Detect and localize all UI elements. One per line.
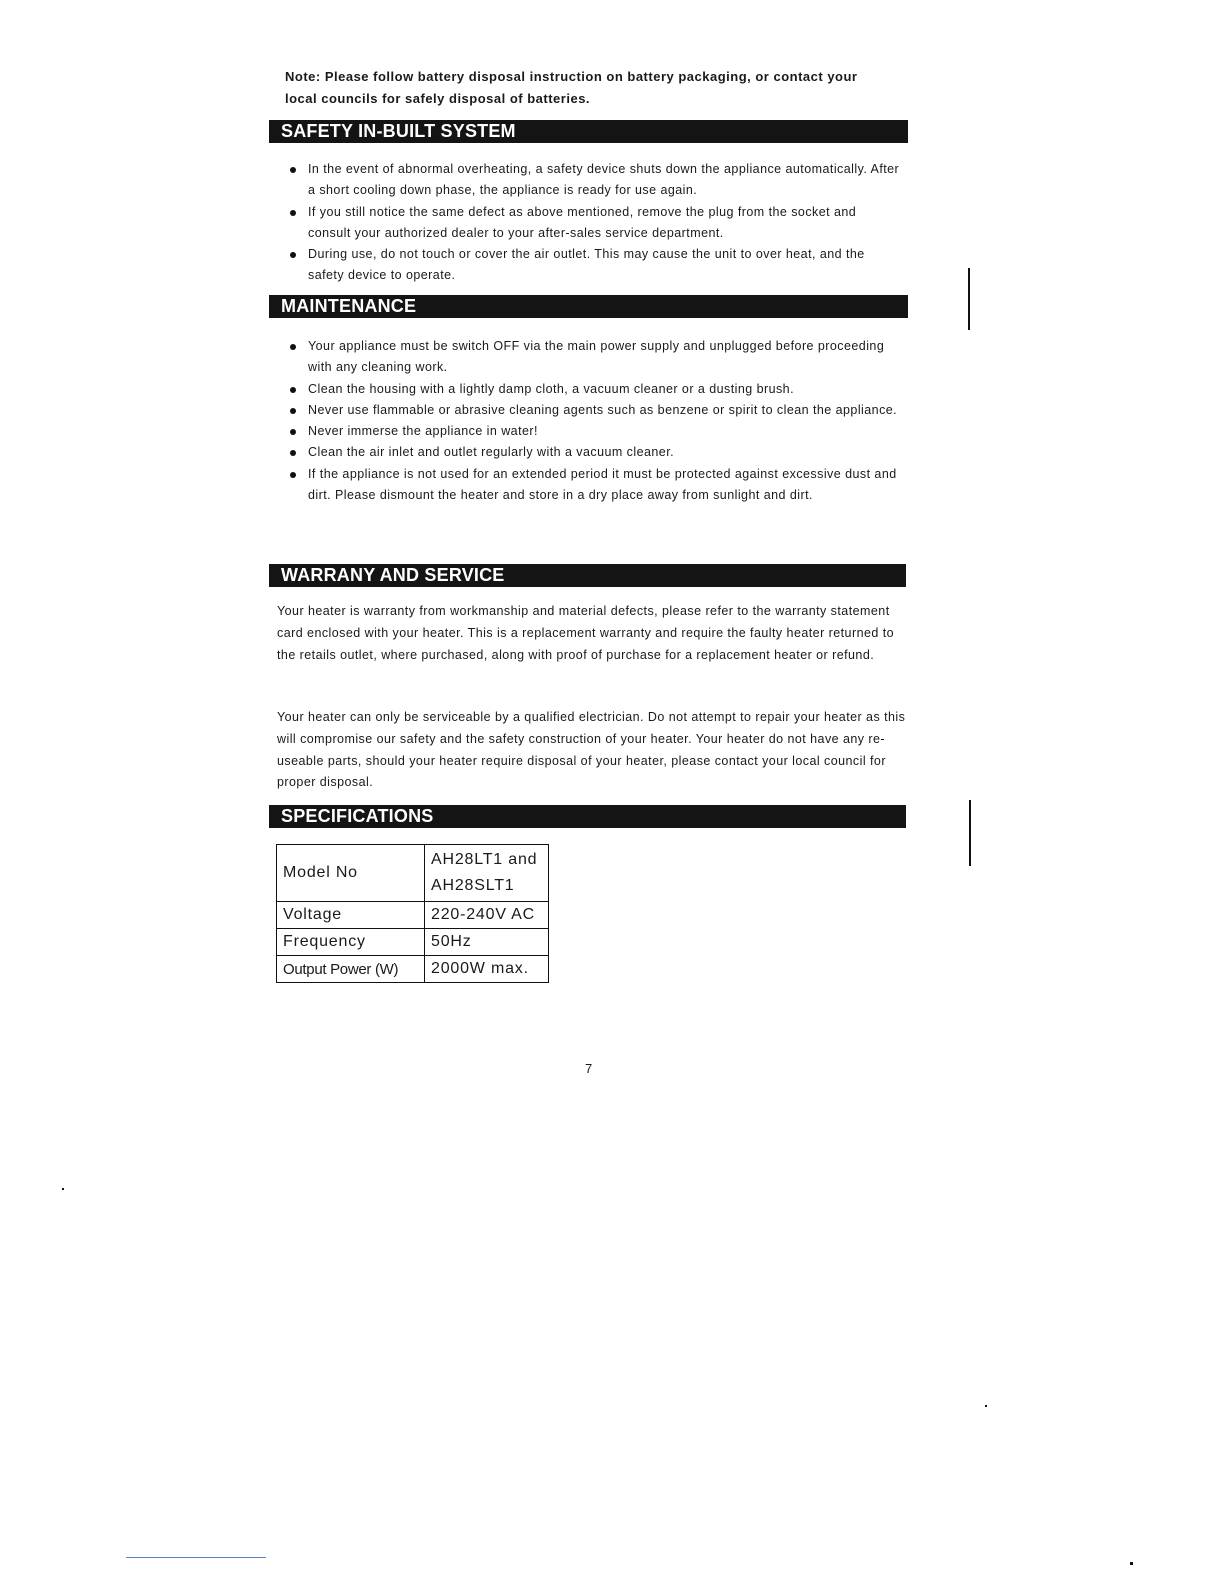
scan-speck — [1130, 1562, 1133, 1565]
specifications-table — [276, 844, 549, 983]
list-item — [290, 244, 902, 287]
list-item-text: During use, do not touch or cover the air outlet. This may cause the unit to over heat, and the safety device to operate. — [308, 247, 865, 283]
table-row — [277, 929, 549, 956]
list-item-text: Your appliance must be switch OFF via the main power supply and unplugged before proceeding with any cleaning work. — [308, 339, 885, 375]
spec-label: Frequency — [277, 929, 425, 956]
battery-disposal-note: Note: Please follow battery disposal instruction on battery packaging, or contact your local councils for safely disposal of batteries. — [285, 69, 858, 106]
list-item — [290, 159, 902, 202]
bullet-icon — [290, 387, 296, 393]
maintenance-section-title: MAINTENANCE — [281, 296, 417, 316]
list-item-text: In the event of abnormal overheating, a safety device shuts down the appliance automatically. After a short cooling down phase, the appliance is ready for use again. — [308, 162, 900, 198]
spec-value: 2000W max. — [425, 956, 549, 983]
spec-label: Output Power (W) — [277, 956, 425, 983]
scan-mark — [968, 268, 970, 330]
spec-label: Model No — [277, 845, 425, 902]
bullet-icon — [290, 408, 296, 414]
bullet-icon — [290, 252, 296, 258]
list-item-text: Never use flammable or abrasive cleaning agents such as benzene or spirit to clean the appliance. — [308, 402, 898, 417]
safety-section-header — [269, 120, 908, 143]
table-row — [277, 956, 549, 983]
list-item — [290, 379, 902, 400]
bullet-icon — [290, 429, 296, 435]
warranty-section-header — [269, 564, 906, 587]
bullet-icon — [290, 210, 296, 216]
spec-label: Voltage — [277, 902, 425, 929]
list-item-text: Clean the housing with a lightly damp cloth, a vacuum cleaner or a dusting brush. — [308, 381, 795, 396]
table-row — [277, 845, 549, 902]
spec-value: 220-240V AC — [425, 902, 549, 929]
table-row — [277, 902, 549, 929]
spec-value: 50Hz — [425, 929, 549, 956]
list-item-text: Never immerse the appliance in water! — [308, 424, 538, 439]
warranty-paragraph: Your heater is warranty from workmanship and material defects, please refer to the warranty statement card enclosed with your heater. This is a replacement warranty and require the faulty heater returned to the retails outlet, where purchased, along with proof of purchase for a replacement heater or refund. — [277, 604, 895, 662]
maintenance-list — [290, 336, 902, 506]
bullet-icon — [290, 344, 296, 350]
scan-speck — [985, 1405, 987, 1407]
scan-mark — [969, 800, 971, 866]
bullet-icon — [290, 450, 296, 456]
warranty-section-title: WARRANY AND SERVICE — [281, 565, 505, 585]
list-item — [290, 421, 902, 442]
list-item — [290, 442, 902, 463]
service-paragraph: Your heater can only be serviceable by a qualified electrician. Do not attempt to repair your heater as this will compromise our safety and the safety construction of your heater. Your heater do not have any re-useable parts, should your heater require disposal of your heater, please contact your local council for proper disposal. — [277, 710, 906, 790]
list-item — [290, 336, 902, 379]
list-item-text: Clean the air inlet and outlet regularly with a vacuum cleaner. — [308, 445, 675, 460]
page-number: 7 — [585, 1061, 593, 1076]
spec-value: AH28LT1 and AH28SLT1 — [425, 845, 549, 902]
list-item — [290, 202, 902, 245]
list-item-text: If the appliance is not used for an extended period it must be protected against excessive dust and dirt. Please dismount the heater and store in a dry place away from sunlight and dirt. — [308, 466, 897, 503]
list-item — [290, 464, 902, 507]
safety-section-title: SAFETY IN-BUILT SYSTEM — [281, 121, 516, 141]
specifications-section-title: SPECIFICATIONS — [281, 806, 434, 826]
specifications-section-header — [269, 805, 906, 828]
footnote-separator-line — [126, 1557, 266, 1558]
bullet-icon — [290, 472, 296, 478]
maintenance-section-header — [269, 295, 908, 318]
list-item — [290, 400, 902, 421]
list-item-text: If you still notice the same defect as above mentioned, remove the plug from the socket and consult your authorized dealer to your after-sales service department. — [308, 204, 857, 240]
safety-list — [290, 159, 902, 287]
scan-speck — [62, 1188, 64, 1190]
bullet-icon — [290, 167, 296, 173]
